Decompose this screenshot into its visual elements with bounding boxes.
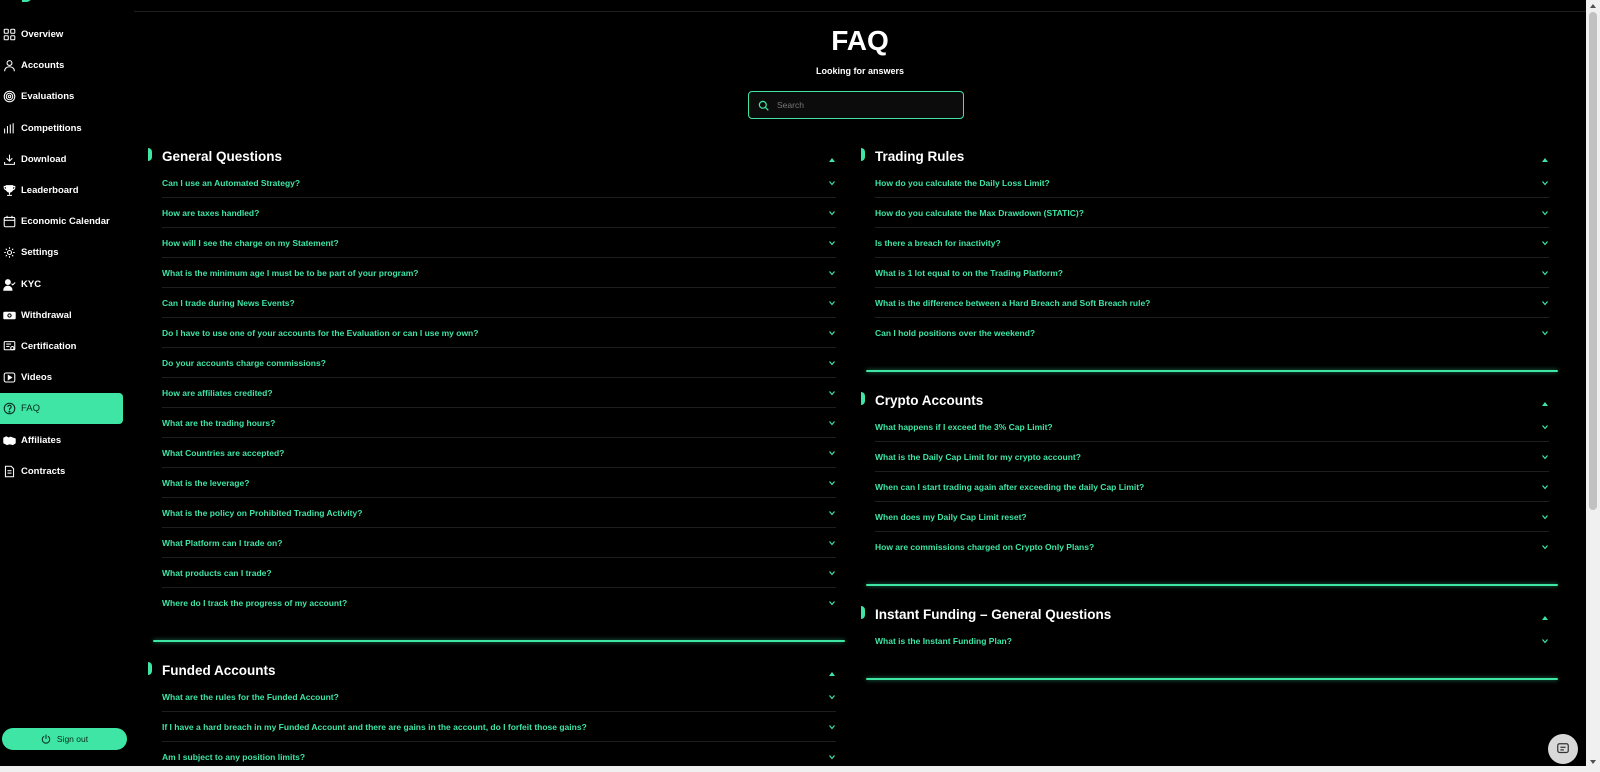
- sidebar-item-download[interactable]: [0, 144, 134, 175]
- faq-question-text: How are affiliates credited?: [162, 387, 273, 398]
- faq-question-text: When can I start trading again after exceeding the daily Cap Limit?: [875, 481, 1145, 492]
- faq-question-text: How are commissions charged on Crypto Only Plans?: [875, 542, 1095, 552]
- chevron-down-icon: [828, 329, 836, 337]
- scroll-thumb[interactable]: [1589, 12, 1597, 510]
- faq-question[interactable]: [875, 626, 1549, 656]
- chat-button[interactable]: [1548, 734, 1578, 764]
- logo: [22, 0, 32, 2]
- sidebar-item-label: Settings: [21, 247, 59, 259]
- faq-question[interactable]: [875, 288, 1549, 318]
- document-icon: [2, 464, 16, 478]
- sidebar-item-evaluations[interactable]: [0, 81, 134, 112]
- sidebar-item-withdrawal[interactable]: [0, 300, 134, 331]
- sign-out-label: Sign out: [56, 734, 89, 744]
- grid-icon: [2, 28, 16, 42]
- sidebar-item-label: Economic Calendar: [21, 216, 110, 228]
- faq-question[interactable]: [875, 258, 1549, 288]
- faq-question-text: Is there a breach for inactivity?: [875, 237, 1001, 248]
- faq-question[interactable]: [162, 408, 836, 438]
- download-icon: [2, 152, 16, 166]
- chat-icon: [1556, 742, 1570, 756]
- faq-question-text: What is the policy on Prohibited Trading Activity?: [162, 507, 363, 518]
- faq-question-text: What is the Daily Cap Limit for my crypto account?: [875, 451, 1081, 462]
- section-title: General Questions: [162, 148, 283, 164]
- question-list: [875, 626, 1549, 656]
- chevron-down-icon: [1541, 299, 1549, 307]
- sidebar-item-label: Competitions: [21, 122, 82, 134]
- section-accent-bar: [861, 606, 865, 619]
- faq-question-text: What are the rules for the Funded Account?: [162, 691, 339, 702]
- chevron-down-icon: [828, 449, 836, 457]
- cash-icon: [2, 308, 16, 322]
- section-crypto-accounts: [875, 388, 1549, 586]
- sidebar-item-label: Withdrawal: [21, 309, 72, 321]
- chevron-down-icon: [828, 599, 836, 607]
- chevron-down-icon: [1541, 239, 1549, 247]
- sidebar-item-kyc[interactable]: [0, 269, 134, 300]
- section-header[interactable]: [875, 388, 1549, 412]
- chevron-down-icon: [828, 359, 836, 367]
- vertical-scrollbar[interactable]: [1586, 0, 1600, 772]
- sidebar-item-competitions[interactable]: [0, 113, 134, 144]
- faq-question[interactable]: [162, 228, 836, 258]
- sidebar-item-accounts[interactable]: [0, 50, 134, 81]
- collapse-caret-icon[interactable]: [1541, 151, 1549, 159]
- faq-question-text: Am I subject to any position limits?: [162, 752, 306, 762]
- chevron-down-icon: [828, 569, 836, 577]
- chevron-down-icon: [1541, 453, 1549, 461]
- sidebar-item-certification[interactable]: [0, 331, 134, 362]
- sidebar-item-economic-calendar[interactable]: [0, 206, 134, 237]
- chevron-down-icon: [1541, 543, 1549, 551]
- section-accent-bar: [148, 148, 152, 161]
- collapse-caret-icon[interactable]: [1541, 395, 1549, 403]
- sidebar-item-label: Accounts: [21, 60, 65, 72]
- section-footer-line: [866, 584, 1558, 586]
- faq-question-text: Do your accounts charge commissions?: [162, 357, 326, 368]
- faq-question[interactable]: [875, 318, 1549, 348]
- faq-question[interactable]: [162, 682, 836, 712]
- section-accent-bar: [861, 148, 865, 161]
- faq-question[interactable]: [162, 348, 836, 378]
- section-title: Crypto Accounts: [875, 392, 984, 408]
- window-bottom-edge: [0, 766, 1586, 772]
- header-divider: [134, 11, 1586, 12]
- search-input[interactable]: [777, 100, 947, 110]
- faq-question-text: Can I trade during News Events?: [162, 297, 295, 308]
- sidebar-item-label: FAQ: [21, 403, 41, 415]
- sidebar-item-contracts[interactable]: [0, 456, 134, 487]
- faq-question[interactable]: [875, 472, 1549, 502]
- section-header[interactable]: [875, 602, 1549, 626]
- chevron-down-icon: [828, 509, 836, 517]
- chevron-down-icon: [1541, 423, 1549, 431]
- sidebar-item-faq[interactable]: [0, 393, 123, 424]
- faq-question-text: What is 1 lot equal to on the Trading Platform?: [875, 267, 1063, 278]
- power-icon: [41, 734, 51, 744]
- chevron-down-icon: [1541, 637, 1549, 645]
- faq-question-text: What is the leverage?: [162, 477, 250, 488]
- user-icon: [2, 59, 16, 73]
- video-icon: [2, 371, 16, 385]
- faq-question-text: How do you calculate the Max Drawdown (STATIC)?: [875, 207, 1084, 218]
- page-title: FAQ: [831, 25, 889, 56]
- chevron-down-icon: [828, 723, 836, 731]
- faq-question-text: What are the trading hours?: [162, 417, 276, 428]
- question-list: [162, 682, 836, 772]
- gear-icon: [2, 246, 16, 260]
- sidebar-item-overview[interactable]: [0, 19, 134, 50]
- collapse-caret-icon[interactable]: [828, 665, 836, 673]
- sidebar-item-leaderboard[interactable]: [0, 175, 134, 206]
- faq-question[interactable]: [162, 468, 836, 498]
- collapse-caret-icon[interactable]: [828, 151, 836, 159]
- section-trading-rules: [875, 144, 1549, 372]
- scroll-up-icon[interactable]: [1589, 2, 1597, 10]
- faq-question[interactable]: [162, 378, 836, 408]
- chevron-down-icon: [1541, 269, 1549, 277]
- sidebar: [0, 0, 134, 772]
- chevron-down-icon: [828, 209, 836, 217]
- faq-question-text: What is the difference between a Hard Breach and Soft Breach rule?: [875, 297, 1151, 308]
- faq-question[interactable]: [162, 558, 836, 588]
- sidebar-item-label: Certification: [21, 340, 77, 352]
- faq-question-text: What Platform can I trade on?: [162, 537, 283, 548]
- faq-question[interactable]: [162, 712, 836, 742]
- question-list: [875, 412, 1549, 562]
- chevron-down-icon: [1541, 179, 1549, 187]
- chevron-down-icon: [828, 479, 836, 487]
- collapse-caret-icon[interactable]: [1541, 609, 1549, 617]
- faq-question[interactable]: [875, 228, 1549, 258]
- chevron-down-icon: [828, 299, 836, 307]
- handshake-icon: [2, 433, 16, 447]
- sidebar-item-settings[interactable]: [0, 237, 134, 268]
- faq-question-text: What is the minimum age I must be to be part of your program?: [162, 267, 419, 278]
- chevron-down-icon: [1541, 513, 1549, 521]
- section-general-questions: [162, 144, 836, 642]
- faq-question-text: If I have a hard breach in my Funded Account and there are gains in the account, do I forfeit those gains?: [162, 721, 587, 732]
- sidebar-item-videos[interactable]: [0, 362, 134, 393]
- section-header[interactable]: [162, 144, 836, 168]
- chevron-down-icon: [828, 389, 836, 397]
- faq-question-text: How are taxes handled?: [162, 207, 260, 218]
- search-box[interactable]: [748, 91, 964, 119]
- faq-question[interactable]: [162, 198, 836, 228]
- faq-question[interactable]: [162, 168, 836, 198]
- chevron-down-icon: [828, 239, 836, 247]
- sidebar-item-label: Videos: [21, 372, 52, 384]
- calendar-icon: [2, 215, 16, 229]
- target-icon: [2, 90, 16, 104]
- section-footer-line: [153, 640, 845, 642]
- faq-question-text: What products can I trade?: [162, 567, 272, 578]
- sidebar-item-label: Affiliates: [21, 434, 62, 446]
- faq-question[interactable]: [162, 498, 836, 528]
- sidebar-item-label: Evaluations: [21, 91, 75, 103]
- section-accent-bar: [861, 392, 865, 405]
- bar-chart-icon: [2, 121, 16, 135]
- section-header[interactable]: [162, 658, 836, 682]
- section-footer-line: [866, 370, 1558, 372]
- faq-question-text: Do I have to use one of your accounts for the Evaluation or can I use my own?: [162, 327, 479, 338]
- sidebar-item-affiliates[interactable]: [0, 424, 134, 455]
- faq-question[interactable]: [162, 258, 836, 288]
- faq-question-text: How do you calculate the Daily Loss Limit?: [875, 177, 1050, 188]
- faq-question[interactable]: [162, 528, 836, 558]
- help-circle-icon: [2, 402, 16, 416]
- sidebar-item-label: Download: [21, 153, 67, 165]
- faq-question-text: What is the Instant Funding Plan?: [875, 636, 1012, 646]
- chevron-down-icon: [828, 269, 836, 277]
- section-title: Instant Funding – General Questions: [875, 606, 1112, 622]
- section-title: Funded Accounts: [162, 662, 276, 678]
- page-subtitle: Looking for answers: [815, 66, 904, 76]
- faq-question[interactable]: [162, 588, 836, 618]
- question-list: [162, 168, 836, 618]
- faq-question-text: What happens if I exceed the 3% Cap Limit?: [875, 421, 1053, 432]
- sidebar-item-label: KYC: [21, 278, 42, 290]
- faq-question-text: How will I see the charge on my Statement?: [162, 237, 339, 248]
- faq-question[interactable]: [875, 442, 1549, 472]
- faq-question[interactable]: [875, 168, 1549, 198]
- faq-question-text: Where do I track the progress of my account?: [162, 598, 348, 608]
- faq-question-text: What Countries are accepted?: [162, 447, 285, 458]
- question-list: [875, 168, 1549, 348]
- faq-question-text: Can I hold positions over the weekend?: [875, 328, 1036, 338]
- section-header[interactable]: [875, 144, 1549, 168]
- chevron-down-icon: [828, 419, 836, 427]
- chevron-down-icon: [828, 693, 836, 701]
- scroll-down-icon[interactable]: [1589, 758, 1597, 766]
- chevron-down-icon: [1541, 329, 1549, 337]
- section-funded-accounts: [162, 658, 836, 772]
- section-title: Trading Rules: [875, 148, 965, 164]
- sidebar-nav: [0, 19, 134, 487]
- chevron-down-icon: [828, 753, 836, 761]
- faq-question[interactable]: [875, 198, 1549, 228]
- chevron-down-icon: [1541, 209, 1549, 217]
- trophy-icon: [2, 184, 16, 198]
- search-icon: [758, 100, 769, 111]
- user-check-icon: [2, 277, 16, 291]
- chevron-down-icon: [1541, 483, 1549, 491]
- faq-question-text: When does my Daily Cap Limit reset?: [875, 511, 1027, 522]
- section-instant-funding: [875, 602, 1549, 680]
- faq-question[interactable]: [875, 532, 1549, 562]
- section-footer-line: [866, 678, 1558, 680]
- faq-question[interactable]: [875, 412, 1549, 442]
- sign-out-button[interactable]: [2, 728, 127, 750]
- sidebar-item-label: Overview: [21, 29, 64, 41]
- certificate-icon: [2, 339, 16, 353]
- faq-question[interactable]: [162, 288, 836, 318]
- faq-question[interactable]: [162, 318, 836, 348]
- chevron-down-icon: [828, 179, 836, 187]
- faq-question[interactable]: [875, 502, 1549, 532]
- faq-question[interactable]: [162, 438, 836, 468]
- sidebar-item-label: Leaderboard: [21, 185, 79, 197]
- faq-question-text: Can I use an Automated Strategy?: [162, 177, 301, 188]
- sidebar-item-label: Contracts: [21, 465, 66, 477]
- chevron-down-icon: [828, 539, 836, 547]
- section-accent-bar: [148, 662, 152, 675]
